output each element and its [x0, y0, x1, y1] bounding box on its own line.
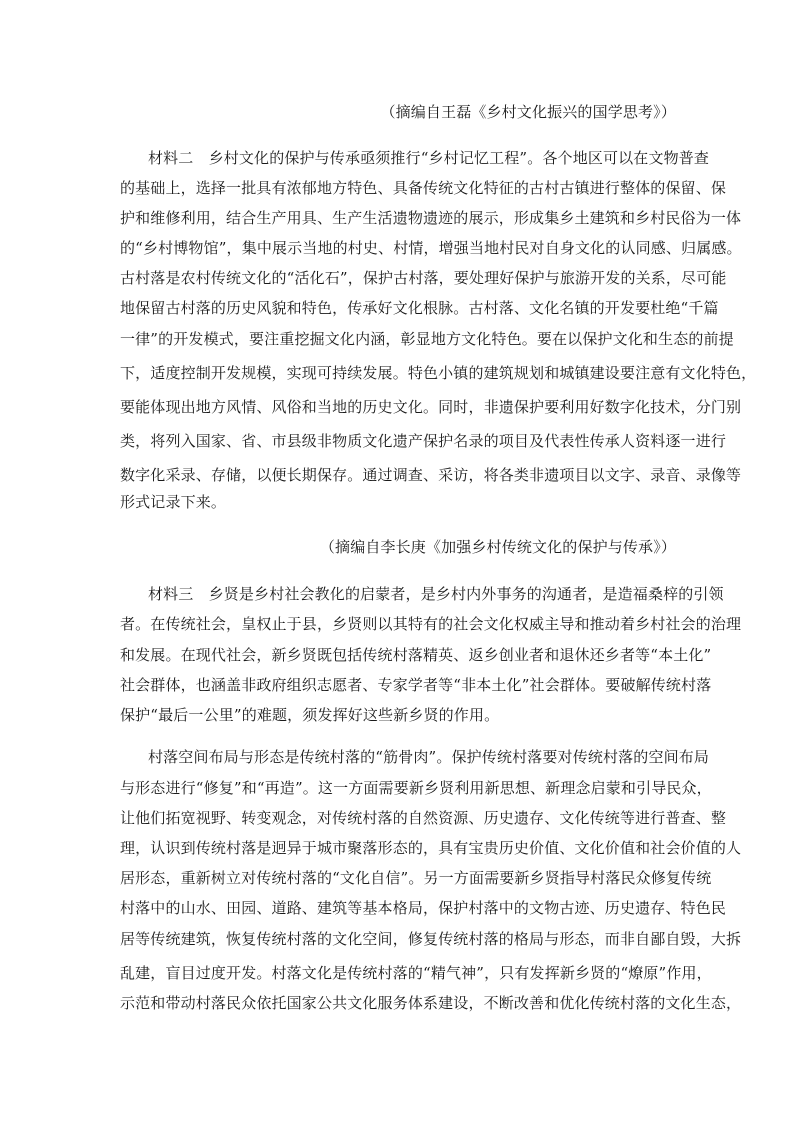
- paragraph-line: 居形态，重新树立对传统村落的“文化自信”。另一方面需要新乡贤指导村落民众修复传统: [120, 869, 712, 887]
- paragraph-line: 一律”的开发模式，要注重挖掘文化内涵，彰显地方文化特色。要在以保护文化和生态的前提: [120, 330, 734, 348]
- paragraph-line: 古村落是农村传统文化的“活化石”，保护古村落，要处理好保护与旅游开发的关系，尽可能: [120, 269, 727, 287]
- paragraph-line: 者。在传统社会，皇权止于县，乡贤则以其特有的社会文化权威主导和推动着乡村社会的治理: [120, 615, 742, 633]
- source-citation-1: （摘编自王磊《乡村文化振兴的国学思考》）: [380, 103, 676, 121]
- paragraph-line: 理，认识到传统村落是迥异于城市聚落形态的，具有宝贵历史价值、文化价值和社会价值的人: [120, 839, 742, 857]
- paragraph-line: 下，适度控制开发规模，实现可持续发展。特色小镇的建筑规划和城镇建设要注意有文化特色，: [120, 364, 757, 382]
- paragraph-line: 数字化采录、存储，以便长期保存。通过调查、采访，将各类非遗项目以文字、录音、录像等: [120, 466, 742, 484]
- paragraph-line: 村落中的山水、田园、道路、建筑等基本格局，保护村落中的文物古迹、历史遗存、特色民: [120, 899, 727, 917]
- paragraph-line: 护和维修利用，结合生产用具、生产生活遗物遗迹的展示，形成集乡土建筑和乡村民俗为一体: [120, 209, 742, 227]
- paragraph-line: 材料二 乡村文化的保护与传承亟须推行“乡村记忆工程”。各个地区可以在文物普查: [148, 149, 710, 167]
- paragraph-line: 让他们拓宽视野、转变观念，对传统村落的自然资源、历史遗存、文化传统等进行普查、整: [120, 809, 727, 827]
- paragraph-line: 的“乡村博物馆”，集中展示当地的村史、村情，增强当地村民对自身文化的认同感、归属感。: [120, 239, 742, 257]
- paragraph-line: 居等传统建筑，恢复传统村落的文化空间，修复传统村落的格局与形态，而非自鄙自毁，大拆: [120, 930, 742, 948]
- paragraph-line: 乱建，盲目过度开发。村落文化是传统村落的“精气神”，只有发挥新乡贤的“燎原”作用，: [120, 964, 712, 982]
- paragraph-line: 地保留古村落的历史风貌和特色，传承好文化根脉。古村落、文化名镇的开发要杜绝“千篇: [120, 299, 719, 317]
- paragraph-line: 示范和带动村落民众依托国家公共文化服务体系建设，不断改善和优化传统村落的文化生态，: [120, 994, 742, 1012]
- paragraph-line: 和发展。在现代社会，新乡贤既包括传统村落精英、返乡创业者和退休还乡者等“本土化”: [120, 646, 712, 664]
- paragraph-line: 保护“最后一公里”的难题，须发挥好这些新乡贤的作用。: [120, 706, 500, 724]
- source-citation-2: （摘编自李长庚《加强乡村传统文化的保护与传承》）: [319, 538, 676, 556]
- paragraph-line: 类，将列入国家、省、市县级非物质文化遗产保护名录的项目及代表性传承人资料逐一进行: [120, 432, 727, 450]
- paragraph-line: 形式记录下来。: [120, 493, 227, 511]
- paragraph-line: 与形态进行“修复”和“再造”。这一方面需要新乡贤利用新思想、新理念启蒙和引导民众，: [120, 779, 712, 797]
- paragraph-line: 社会群体，也涵盖非政府组织志愿者、专家学者等“非本土化”社会群体。要破解传统村落: [120, 676, 712, 694]
- paragraph-line: 的基础上，选择一批具有浓郁地方特色、具备传统文化特征的古村古镇进行整体的保留、保: [120, 179, 727, 197]
- paragraph-line: 村落空间布局与形态是传统村落的“筋骨肉”。保护传统村落要对传统村落的空间布局: [148, 748, 710, 766]
- paragraph-line: 材料三 乡贤是乡村社会教化的启蒙者，是乡村内外事务的沟通者，是造福桑梓的引领: [148, 585, 724, 603]
- paragraph-line: 要能体现出地方风情、风俗和当地的历史文化。同时，非遗保护要利用好数字化技术，分门别: [120, 398, 742, 416]
